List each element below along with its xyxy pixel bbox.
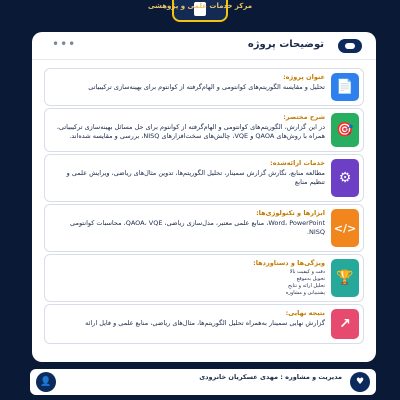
section-title: ابزارها و تکنولوژی‌ها:: [256, 209, 325, 217]
trend-arrow-icon: ↗: [331, 309, 359, 339]
section-text: گزارش نهایی سمینار به‌همراه تحلیل الگوریتم‌ها، مثال‌های ریاضی، منابع علمی و فایل ارائه: [85, 319, 325, 327]
section-text: در این گزارش، الگوریتم‌های کوانتومی و الهام‌گرفته از کوانتوم برای حل مسائل بهینه‌سازی ترکیبیاتی، همراه با روش‌های QAOA و VQE، چالش‌های سخت‌افزارهای NISQ، بررسی و مقایسه شده‌اند.: [56, 123, 325, 140]
top-bar: [0, 0, 400, 26]
target-icon: 🎯: [331, 113, 359, 147]
trophy-icon: 🏆: [331, 259, 359, 297]
list-item: تحویل به‌موقع: [296, 276, 325, 282]
section-text: مطالعه منابع، نگارش گزارش سمینار، تحلیل الگوریتم‌ها، تدوین مثال‌های ریاضی، ویرایش علمی و تنظیم منابع: [66, 169, 325, 186]
page-subtitle: مرکز خدمات علمی و پژوهشی: [147, 2, 253, 10]
section-text: Word، PowerPoint، منابع علمی معتبر، مدل‌سازی ریاضی، QAOA، VQE، محاسبات کوانتومی NISQ.: [70, 219, 325, 236]
features-list: [51, 269, 325, 297]
section-title: شرح مختصر:: [283, 113, 325, 121]
section-title: عنوان پروژه:: [283, 73, 325, 81]
section-project-title: [44, 68, 364, 106]
card-header: [32, 32, 376, 60]
section-summary: [44, 108, 364, 152]
code-icon: </>: [331, 209, 359, 247]
document-icon: 📄: [331, 73, 359, 101]
list-item: دقت و کیفیت بالا: [289, 269, 325, 275]
footer: [30, 369, 376, 395]
section-title: نتیجه نهایی:: [285, 309, 325, 317]
heart-icon[interactable]: ♥: [350, 372, 370, 392]
section-title: ویژگی‌ها و دستاوردها:: [253, 259, 325, 267]
user-icon[interactable]: 👤: [36, 372, 56, 392]
section-text: تحلیل و مقایسه الگوریتم‌های کوانتومی و الهام‌گرفته از کوانتوم برای بهینه‌سازی ترکیبیاتی: [88, 83, 325, 91]
gear-icon: ⚙: [331, 159, 359, 197]
footer-label: مدیریت و مشاوره : مهدی عسکریان خانرودی: [199, 373, 342, 381]
section-tools: [44, 204, 364, 252]
section-title: خدمات ارائه‌شده:: [270, 159, 325, 167]
section-services: [44, 154, 364, 202]
section-result: [44, 304, 364, 344]
list-item: پشتیبانی و مشاوره: [285, 290, 325, 296]
section-features: [44, 254, 364, 302]
list-item: تحلیل ارائه و نتایج: [287, 283, 325, 289]
more-dots-icon[interactable]: •••: [52, 37, 77, 51]
project-card: [32, 32, 376, 362]
chat-icon: [338, 39, 362, 53]
card-title: توضیحات پروژه: [247, 39, 324, 50]
